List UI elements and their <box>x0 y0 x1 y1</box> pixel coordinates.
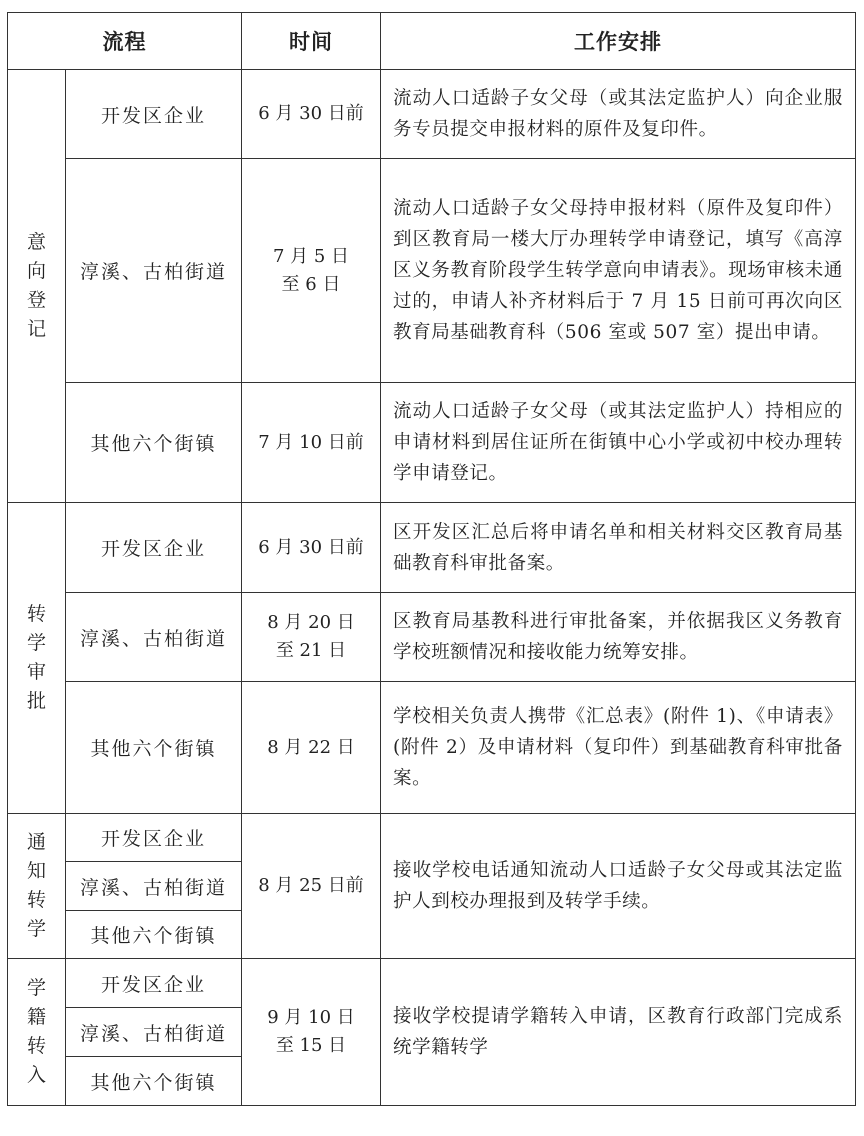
time-line: 7 月 5 日 <box>272 245 350 267</box>
time-line: 7 月 10 日前 <box>258 431 364 453</box>
time-line: 至 6 日 <box>281 273 341 295</box>
schedule-document <box>7 12 855 1118</box>
schedule-table <box>7 12 856 1106</box>
work-cell: 流动人口适龄子女父母持申报材料（原件及复印件）到区教育局一楼大厅办理转学申请登记，填写《高淳区义务教育阶段学生转学意向申请表》。现场审核未通过的，申请人补齐材料后于 7 月 15 日前可再次向区教育局基础教育科（506 室或 507 室）提出申请。 <box>381 159 856 383</box>
area-cell: 淳溪、古柏街道 <box>66 1008 242 1057</box>
work-cell: 流动人口适龄子女父母（或其法定监护人）向企业服务专员提交申报材料的原件及复印件。 <box>381 70 856 159</box>
time-line: 9 月 10 日 <box>267 1007 355 1028</box>
time-cell <box>242 503 381 593</box>
area-cell: 其他六个街镇 <box>66 1057 242 1106</box>
header-row <box>8 13 856 70</box>
stage-cell <box>8 959 66 1106</box>
time-cell <box>242 959 381 1106</box>
time-line: 8 月 25 日前 <box>258 875 364 896</box>
time-line: 8 月 22 日 <box>267 736 355 758</box>
table-row <box>8 814 856 862</box>
work-cell: 学校相关负责人携带《汇总表》(附件 1)、《申请表》(附件 2）及申请材料（复印件）到基础教育科审批备案。 <box>381 682 856 814</box>
time-line: 6 月 30 日前 <box>258 536 364 558</box>
work-cell: 接收学校提请学籍转入申请，区教育行政部门完成系统学籍转学 <box>381 959 856 1106</box>
area-cell: 开发区企业 <box>66 503 242 593</box>
work-cell: 区教育局基教科进行审批备案，并依据我区义务教育学校班额情况和接收能力统筹安排。 <box>381 593 856 682</box>
table-row <box>8 959 856 1008</box>
stage-name: 意向登记 <box>26 231 46 340</box>
stage-cell <box>8 814 66 959</box>
time-cell <box>242 682 381 814</box>
header-process: 流程 <box>8 13 242 70</box>
table-row <box>8 159 856 383</box>
area-cell: 淳溪、古柏街道 <box>66 862 242 911</box>
area-cell: 开发区企业 <box>66 814 242 862</box>
area-cell: 其他六个街镇 <box>66 911 242 959</box>
area-cell: 淳溪、古柏街道 <box>66 593 242 682</box>
time-cell <box>242 814 381 959</box>
time-cell <box>242 70 381 159</box>
area-cell: 淳溪、古柏街道 <box>66 159 242 383</box>
work-cell: 接收学校电话通知流动人口适龄子女父母或其法定监护人到校办理报到及转学手续。 <box>381 814 856 959</box>
area-cell: 开发区企业 <box>66 959 242 1008</box>
table-row <box>8 593 856 682</box>
stage-name: 转学审批 <box>26 603 46 712</box>
stage-name: 通知转学 <box>26 831 46 940</box>
table-row <box>8 70 856 159</box>
time-line: 至 21 日 <box>275 640 347 661</box>
area-cell: 其他六个街镇 <box>66 682 242 814</box>
time-cell <box>242 593 381 682</box>
stage-cell <box>8 70 66 503</box>
header-time: 时间 <box>242 13 381 70</box>
area-cell: 开发区企业 <box>66 70 242 159</box>
area-cell: 其他六个街镇 <box>66 383 242 503</box>
header-work: 工作安排 <box>381 13 856 70</box>
work-cell: 流动人口适龄子女父母（或其法定监护人）持相应的申请材料到居住证所在街镇中心小学或初中校办理转学申请登记。 <box>381 383 856 503</box>
time-line: 6 月 30 日前 <box>258 103 364 124</box>
table-row <box>8 383 856 503</box>
time-line: 至 15 日 <box>275 1035 347 1056</box>
time-line: 8 月 20 日 <box>267 612 355 633</box>
work-cell: 区开发区汇总后将申请名单和相关材料交区教育局基础教育科审批备案。 <box>381 503 856 593</box>
time-cell <box>242 383 381 503</box>
stage-cell <box>8 503 66 814</box>
table-row <box>8 503 856 593</box>
time-cell <box>242 159 381 383</box>
table-row <box>8 682 856 814</box>
stage-name: 学籍转入 <box>26 977 46 1086</box>
